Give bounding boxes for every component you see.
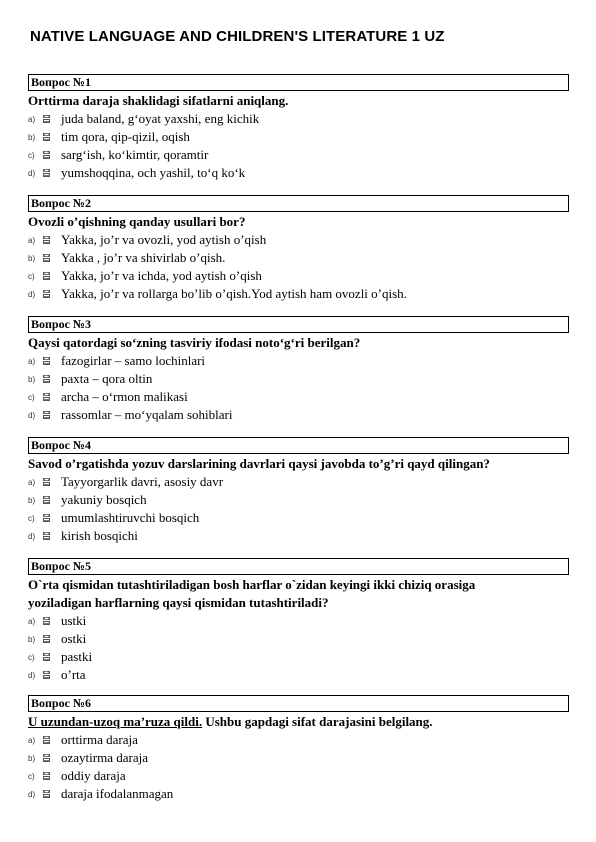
- option-letter: c): [28, 150, 35, 160]
- option-d[interactable]: [28, 406, 569, 424]
- option-c[interactable]: [28, 509, 569, 527]
- option-letter: d): [28, 168, 36, 178]
- question-text-line: yoziladigan harflarning qaysi qismidan tutashtiriladi?: [28, 595, 329, 610]
- option-text: oddiy daraja: [61, 768, 126, 783]
- underlined-sentence: U uzundan-uzoq ma’ruza qildi.: [28, 714, 203, 729]
- option-text: ostki: [61, 631, 87, 646]
- radio-icon[interactable]: [42, 392, 51, 402]
- option-letter: c): [28, 513, 35, 523]
- option-letter: b): [28, 374, 36, 384]
- question-header: Вопрос №3: [28, 316, 569, 333]
- question-text-line: O`rta qismidan tutashtiriladigan bosh harflar o`zidan keyingi ikki chiziq orasiga: [28, 577, 476, 592]
- option-b[interactable]: [28, 749, 569, 767]
- question-header: Вопрос №2: [28, 195, 569, 212]
- option-letter: d): [28, 531, 36, 541]
- question-text-rest: Ushbu gapdagi sifat darajasini belgilang.: [202, 714, 433, 729]
- option-letter: d): [28, 789, 36, 799]
- option-text: orttirma daraja: [61, 732, 138, 747]
- radio-icon[interactable]: [42, 132, 51, 142]
- option-letter: d): [28, 289, 36, 299]
- option-letter: a): [28, 477, 36, 487]
- option-a[interactable]: [28, 231, 569, 249]
- answer-options: [28, 473, 569, 545]
- question-6: [28, 695, 569, 803]
- option-text: fazogirlar – samo lochinlari: [61, 353, 206, 368]
- option-text: pastki: [61, 649, 93, 664]
- radio-icon[interactable]: [42, 271, 51, 281]
- option-letter: c): [28, 652, 35, 662]
- radio-icon[interactable]: [42, 771, 51, 781]
- radio-icon[interactable]: [42, 150, 51, 160]
- radio-icon[interactable]: [42, 753, 51, 763]
- option-c[interactable]: [28, 767, 569, 785]
- question-3: [28, 316, 569, 424]
- option-d[interactable]: [28, 527, 569, 545]
- answer-options: [28, 731, 569, 803]
- option-b[interactable]: [28, 128, 569, 146]
- option-text: Yakka, jo’r va ovozli, yod aytish o’qish: [61, 232, 267, 247]
- option-text: rassomlar – mo‘yqalam sohiblari: [61, 407, 233, 422]
- option-text: ozaytirma daraja: [61, 750, 148, 765]
- question-5: [28, 558, 569, 684]
- question-header: Вопрос №6: [28, 695, 569, 712]
- option-b[interactable]: [28, 249, 569, 267]
- option-text: sarg‘ish, ko‘kimtir, qoramtir: [61, 147, 209, 162]
- option-d[interactable]: [28, 164, 569, 182]
- option-c[interactable]: [28, 648, 569, 666]
- radio-icon[interactable]: [42, 531, 51, 541]
- option-letter: c): [28, 271, 35, 281]
- radio-icon[interactable]: [42, 789, 51, 799]
- option-text: o’rta: [61, 667, 86, 682]
- page-title: NATIVE LANGUAGE AND CHILDREN'S LITERATURE 1 UZ: [30, 28, 445, 45]
- radio-icon[interactable]: [42, 374, 51, 384]
- question-text: Savod o’rgatishda yozuv darslarining davrlari qaysi javobda to’g’ri qayd qilingan?: [28, 456, 490, 471]
- option-letter: c): [28, 771, 35, 781]
- option-c[interactable]: [28, 388, 569, 406]
- answer-options: [28, 231, 569, 303]
- option-text: Yakka, jo’r va ichda, yod aytish o’qish: [61, 268, 262, 283]
- question-text: Qaysi qatordagi so‘zning tasviriy ifodasi noto‘g‘ri berilgan?: [28, 335, 361, 350]
- option-b[interactable]: [28, 370, 569, 388]
- question-header: Вопрос №5: [28, 558, 569, 575]
- option-text: paxta – qora oltin: [61, 371, 153, 386]
- option-letter: a): [28, 114, 36, 124]
- radio-icon[interactable]: [42, 410, 51, 420]
- option-letter: d): [28, 670, 36, 680]
- radio-icon[interactable]: [42, 670, 51, 680]
- option-a[interactable]: [28, 473, 569, 491]
- option-text: ustki: [61, 613, 87, 628]
- radio-icon[interactable]: [42, 735, 51, 745]
- option-text: tim qora, qip-qizil, oqish: [61, 129, 190, 144]
- radio-icon[interactable]: [42, 114, 51, 124]
- radio-icon[interactable]: [42, 495, 51, 505]
- question-text: [28, 576, 569, 612]
- option-text: juda baland, g‘oyat yaxshi, eng kichik: [61, 111, 260, 126]
- option-text: kirish bosqichi: [61, 528, 138, 543]
- radio-icon[interactable]: [42, 235, 51, 245]
- option-text: umumlashtiruvchi bosqich: [61, 510, 200, 525]
- question-4: [28, 437, 569, 545]
- option-text: archa – o‘rmon malikasi: [61, 389, 188, 404]
- radio-icon[interactable]: [42, 652, 51, 662]
- option-b[interactable]: [28, 630, 569, 648]
- option-letter: a): [28, 735, 36, 745]
- option-d[interactable]: [28, 785, 569, 803]
- answer-options: [28, 110, 569, 182]
- option-letter: a): [28, 235, 36, 245]
- option-text: Yakka, jo’r va rollarga bo’lib o’qish.Yod aytish ham ovozli o’qish.: [61, 286, 407, 301]
- question-header: Вопрос №4: [28, 437, 569, 454]
- answer-options: [28, 612, 569, 684]
- option-c[interactable]: [28, 267, 569, 285]
- option-text: Tayyorgarlik davri, asosiy davr: [61, 474, 224, 489]
- question-2: [28, 195, 569, 303]
- option-letter: c): [28, 392, 35, 402]
- option-text: yakuniy bosqich: [61, 492, 147, 507]
- option-letter: d): [28, 410, 36, 420]
- radio-icon[interactable]: [42, 616, 51, 626]
- option-a[interactable]: [28, 110, 569, 128]
- option-a[interactable]: [28, 352, 569, 370]
- option-letter: b): [28, 753, 36, 763]
- option-a[interactable]: [28, 612, 569, 630]
- radio-icon[interactable]: [42, 477, 51, 487]
- radio-icon[interactable]: [42, 634, 51, 644]
- option-letter: b): [28, 634, 36, 644]
- option-text: daraja ifodalanmagan: [61, 786, 174, 801]
- radio-icon[interactable]: [42, 513, 51, 523]
- question-text: [28, 713, 569, 731]
- radio-icon[interactable]: [42, 356, 51, 366]
- option-text: Yakka , jo’r va shivirlab o’qish.: [61, 250, 226, 265]
- option-text: yumshoqqina, och yashil, to‘q ko‘k: [61, 165, 246, 180]
- option-d[interactable]: [28, 285, 569, 303]
- option-letter: a): [28, 616, 36, 626]
- radio-icon[interactable]: [42, 253, 51, 263]
- option-letter: b): [28, 495, 36, 505]
- question-1: [28, 74, 569, 182]
- answer-options: [28, 352, 569, 424]
- radio-icon[interactable]: [42, 168, 51, 178]
- option-letter: b): [28, 253, 36, 263]
- option-letter: a): [28, 356, 36, 366]
- question-header: Вопрос №1: [28, 74, 569, 91]
- radio-icon[interactable]: [42, 289, 51, 299]
- question-text: Orttirma daraja shaklidagi sifatlarni aniqlang.: [28, 93, 289, 108]
- option-d[interactable]: [28, 666, 569, 684]
- option-a[interactable]: [28, 731, 569, 749]
- option-letter: b): [28, 132, 36, 142]
- question-text: Ovozli o’qishning qanday usullari bor?: [28, 214, 246, 229]
- option-c[interactable]: [28, 146, 569, 164]
- option-b[interactable]: [28, 491, 569, 509]
